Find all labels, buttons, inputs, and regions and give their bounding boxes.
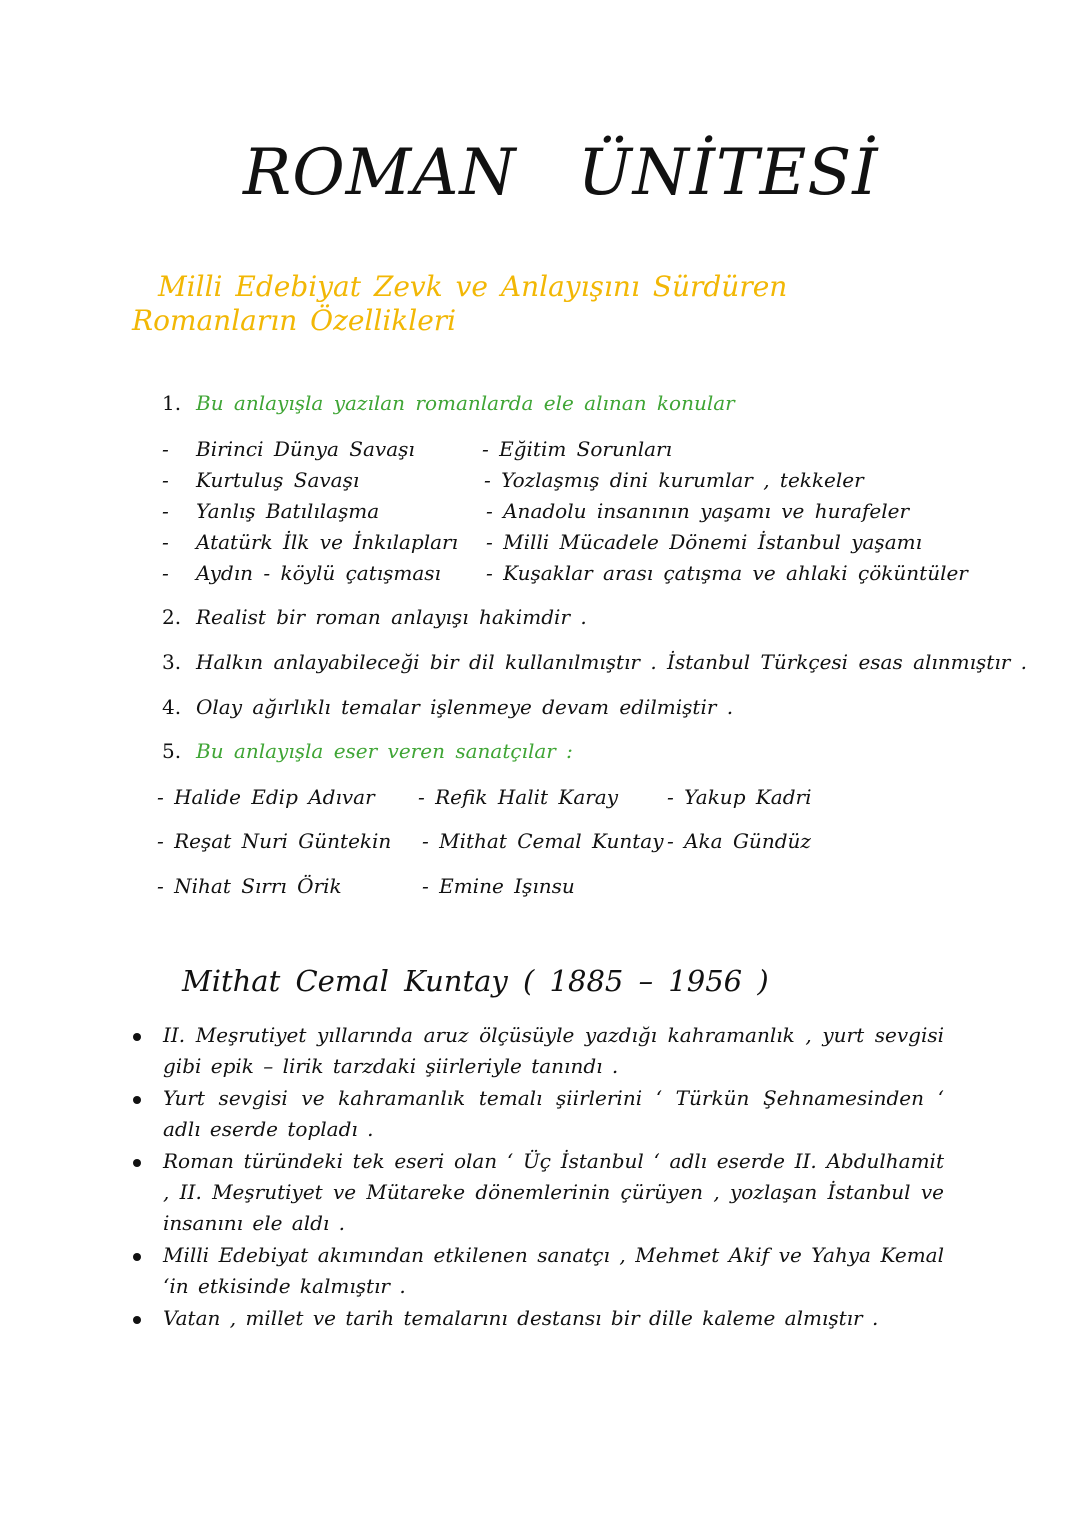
topic-left: - Birinci Dünya Savaşı [162, 437, 415, 461]
author-name: - Yakup Kadri [667, 785, 812, 809]
topic-left: - Kurtuluş Savaşı [162, 468, 360, 492]
author-name: - Halide Edip Adıvar [157, 785, 375, 809]
topic-left: - Atatürk İlk ve İnkılapları [162, 530, 458, 554]
list-item-2 [162, 605, 587, 629]
list-item-text: Bu anlayışla yazılan romanlarda ele alınan konular [196, 391, 735, 415]
list-item-5 [162, 739, 573, 763]
list-item-4 [162, 695, 733, 719]
list-number: 3. [162, 650, 182, 674]
list-item-text: Halkın anlayabileceği bir dil kullanılmıştır . İstanbul Türkçesi esas alınmıştır . [196, 650, 1028, 674]
bullet-item: Milli Edebiyat akımından etkilenen sanatçı , Mehmet Akif ve Yahya Kemal ‘in etkisinde kalmıştır . [132, 1240, 944, 1302]
topic-left: - Yanlış Batılılaşma [162, 499, 380, 523]
list-number: 5. [162, 739, 182, 763]
topic-right: - Yozlaşmış dini kurumlar , tekkeler [484, 468, 864, 492]
list-item-1 [162, 391, 735, 415]
topic-right: - Anadolu insanının yaşamı ve hurafeler [486, 499, 909, 523]
author-heading: Mithat Cemal Kuntay ( 1885 – 1956 ) [182, 964, 769, 998]
list-number: 4. [162, 695, 182, 719]
author-name: - Aka Gündüz [667, 829, 811, 853]
author-name: - Refik Halit Karay [418, 785, 619, 809]
author-name: - Emine Işınsu [422, 874, 575, 898]
bullet-item: Yurt sevgisi ve kahramanlık temalı şiirlerini ‘ Türkün Şehnamesinden ‘ adlı eserde topladı . [132, 1083, 944, 1145]
bullet-icon [133, 1033, 141, 1041]
list-item-text: Olay ağırlıklı temalar işlenmeye devam edilmiştir . [196, 695, 734, 719]
author-name: - Mithat Cemal Kuntay [422, 829, 664, 853]
bullet-item: Vatan , millet ve tarih temalarını destansı bir dille kaleme almıştır . [132, 1303, 944, 1334]
topic-right: - Kuşaklar arası çatışma ve ahlaki çöküntüler [486, 561, 968, 585]
topic-left: - Aydın - köylü çatışması [162, 561, 441, 585]
author-bullets [132, 1020, 944, 1335]
bullet-item: Roman türündeki tek eseri olan ‘ Üç İstanbul ‘ adlı eserde II. Abdulhamit , II. Meşrutiyet ve Mütareke dönemlerinin çürüyen , yozlaşan İstanbul ve insanını ele aldı . [132, 1146, 944, 1239]
bullet-item: II. Meşrutiyet yıllarında aruz ölçüsüyle yazdığı kahramanlık , yurt sevgisi gibi epik – lirik tarzdaki şiirleriyle tanındı . [132, 1020, 944, 1082]
bullet-icon [133, 1316, 141, 1324]
list-number: 1. [162, 391, 182, 415]
bullet-icon [133, 1159, 141, 1167]
topic-right: - Eğitim Sorunları [482, 437, 673, 461]
section-subtitle: Milli Edebiyat Zevk ve Anlayışını Sürdüren Romanların Özellikleri [132, 270, 788, 337]
list-item-text: Realist bir roman anlayışı hakimdir . [196, 605, 587, 629]
author-name: - Reşat Nuri Güntekin [157, 829, 392, 853]
bullet-icon [133, 1096, 141, 1104]
list-item-3 [162, 650, 1027, 674]
topic-right: - Milli Mücadele Dönemi İstanbul yaşamı [486, 530, 922, 554]
page-title: ROMAN ÜNİTESİ [243, 136, 879, 210]
list-number: 2. [162, 605, 182, 629]
bullet-icon [133, 1253, 141, 1261]
list-item-text: Bu anlayışla eser veren sanatçılar : [196, 739, 573, 763]
author-name: - Nihat Sırrı Örik [157, 874, 342, 898]
